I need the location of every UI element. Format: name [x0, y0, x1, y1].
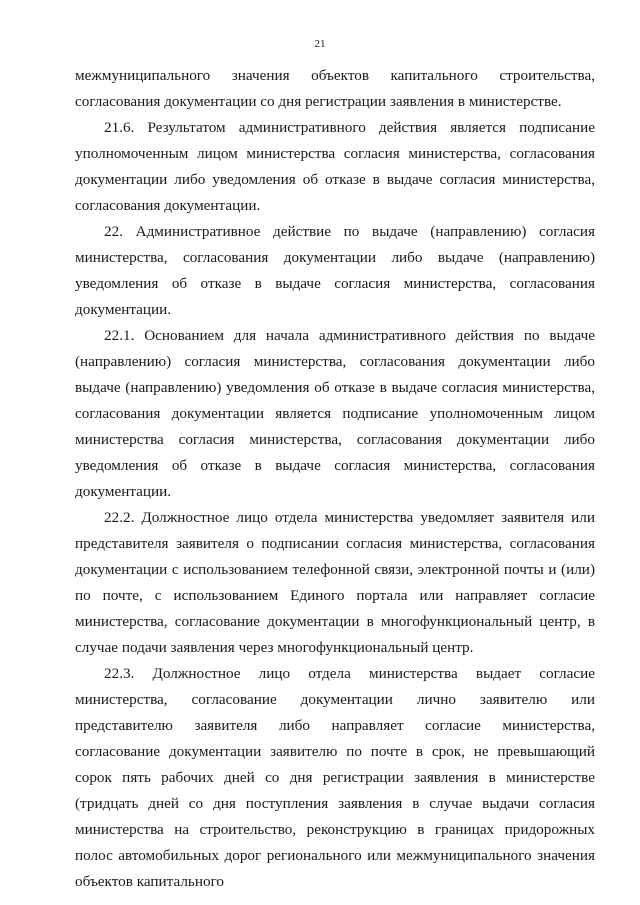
document-body: [75, 63, 595, 895]
paragraph-21-6: 21.6. Результатом административного действия является подписание уполномоченным лицом министерства согласия министерства, согласования документации либо уведомления об отказе в выдаче согласия министерства, согласования документации.: [75, 119, 595, 214]
paragraph-22-1: 22.1. Основанием для начала административного действия по выдаче (направлению) согласия министерства, согласования документации либо выдаче (направлению) уведомления об отказе в выдаче согласия министерства, согласования документации является подписание уполномоченным лицом министерства согласия министерства, согласования документации либо уведомления об отказе в выдаче согласия министерства, согласования документации.: [75, 327, 595, 500]
paragraph-22-3: 22.3. Должностное лицо отдела министерства выдает согласие министерства, согласование документации лично заявителю или представителю заявителя либо направляет согласие министерства, согласование документации заявителю по почте в срок, не превышающий сорок пять рабочих дней со дня регистрации заявления в министерстве (тридцать дней со дня поступления заявления в случае выдачи согласия министерства на строительство, реконструкцию в границах придорожных полос автомобильных дорог регионального или межмуниципального значения объектов капитального: [75, 665, 595, 890]
paragraph-22: 22. Административное действие по выдаче (направлению) согласия министерства, согласования документации либо выдаче (направлению) уведомления об отказе в выдаче согласия министерства, согласования документации.: [75, 223, 595, 318]
paragraph-22-2: 22.2. Должностное лицо отдела министерства уведомляет заявителя или представителя заявителя о подписании согласия министерства, согласования документации с использованием телефонной связи, электронной почты и (или) по почте, с использованием Единого портала или направляет согласие министерства, согласование документации в многофункциональный центр, в случае подачи заявления через многофункциональный центр.: [75, 509, 595, 656]
page-number: 21: [314, 38, 326, 50]
paragraph-continuation: межмуниципального значения объектов капитального строительства, согласования документации со дня регистрации заявления в министерстве.: [75, 67, 595, 110]
